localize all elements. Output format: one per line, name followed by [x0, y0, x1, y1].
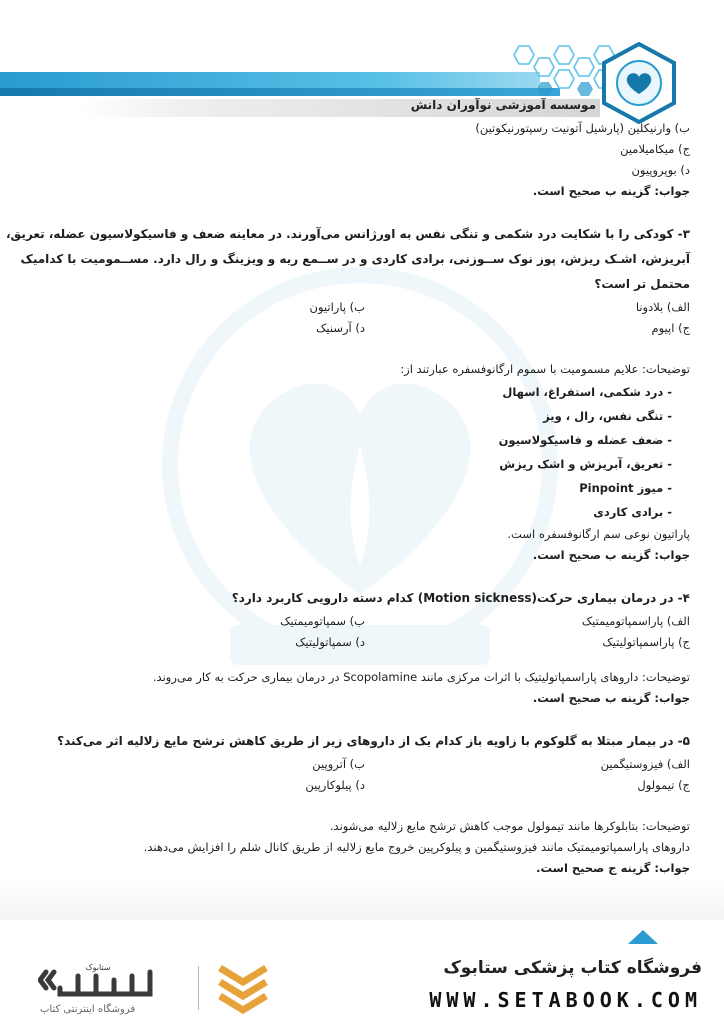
- question-3-line-2: آبریزش، اشـک ریزش، پوز نوک ســوزنی، برادی کاردی و در ســمع ریه و ویزینگ و رال دارد. مســمومیت با کدامیک: [20, 252, 690, 266]
- explanation: توضیحات: بتابلوکرها مانند تیمولول موجب کاهش ترشح مایع زلالیه می‌شوند.: [329, 819, 690, 833]
- option-d: د) آرسنیک: [316, 321, 365, 335]
- options-row: [40, 318, 690, 339]
- list-item: - میوز Pinpoint: [40, 476, 672, 500]
- list-item: - ضعف عضله و فاسیکولاسیون: [40, 428, 672, 452]
- answer: جواب: گزینه ب صحیح است.: [532, 548, 690, 562]
- setabook-chevron-icon: [214, 958, 272, 1014]
- answer: جواب: گزینه ب صحیح است.: [532, 691, 690, 705]
- options-row: [40, 632, 690, 653]
- option-b: ب) سمپاتومیمتیک: [280, 614, 365, 628]
- question-3-line-3: محتمل تر است؟: [594, 277, 690, 291]
- option-c: ج) پاراسمپاتولیتیک: [602, 635, 690, 649]
- answer: جواب: گزینه ج صحیح است.: [536, 861, 690, 875]
- option-c: ج) میکامیلامین: [620, 142, 690, 156]
- question-3-line-1: ۳- کودکی را با شکایت درد شکمی و تنگی نفس به اورژانس می‌آورند. در معاینه ضعف و فاسیکولاسیون عضله، تعریق،: [6, 227, 690, 241]
- institute-title: موسسه آموزشی نوآوران دانش: [410, 98, 596, 112]
- option-a: الف) بلادونا: [635, 300, 690, 314]
- store-name: فروشگاه کتاب پزشکی ستابوک: [443, 958, 702, 978]
- list-item: - تعریق، آبریزش و اشک ریزش: [40, 452, 672, 476]
- document-body: [6, 118, 690, 879]
- options-row: [40, 775, 690, 796]
- list-item: - درد شکمی، استفراغ، اسهال: [40, 380, 672, 404]
- options-row: [40, 611, 690, 632]
- option-b: ب) پاراتیون: [309, 300, 365, 314]
- note: پاراتیون نوعی سم ارگانوفسفره است.: [507, 527, 690, 541]
- option-b: ب) وارنیکلین (پارشیل آتونیت رسپتورنیکوتین): [475, 121, 690, 135]
- setabook-logo-word: ستابوک: [85, 963, 111, 972]
- option-c: ج) اپیوم: [651, 321, 690, 335]
- option-d: د) سمپاتولیتیک: [295, 635, 365, 649]
- question-5: ۵- در بیمار مبتلا به گلوکوم با زاویه باز کدام یک از داروهای زیر از طریق کاهش ترشح مایع زلالیه اثر می‌کند؟: [57, 734, 690, 748]
- explanation: داروهای پاراسمپاتومیمتیک مانند فیزوستیگمین و پیلوکرپین خروج مایع زلالیه از طریق کانال شلم را افزایش می‌دهند.: [143, 840, 690, 854]
- footer-divider: [198, 966, 199, 1010]
- options-row: [40, 754, 690, 775]
- options-row: [40, 297, 690, 318]
- option-b: ب) آتروپین: [312, 757, 365, 771]
- option-c: ج) تیمولول: [637, 778, 690, 792]
- option-a: الف) پاراسمپاتومیمتیک: [581, 614, 690, 628]
- list-item: - برادی کاردی: [40, 500, 672, 524]
- corner-triangle-icon: [628, 930, 658, 944]
- question-4: ۴- در درمان بیماری حرکت(Motion sickness) کدام دسته دارویی کاربرد دارد؟: [231, 591, 690, 605]
- explanation: توضیحات: علایم مسمومیت با سموم ارگانوفسفره عبارتند از:: [400, 362, 690, 376]
- option-a: الف) فیزوستیگمین: [600, 757, 690, 771]
- setabook-logo: [38, 958, 158, 1004]
- list-item: - تنگی نفس، رال ، ویز: [40, 404, 672, 428]
- answer: جواب: گزینه ب صحیح است.: [532, 184, 690, 198]
- symptom-list: [40, 380, 690, 524]
- institute-logo: [598, 42, 680, 124]
- setabook-subtitle: فروشگاه اینترنتی کتاب: [40, 1004, 136, 1015]
- explanation: توضیحات: داروهای پاراسمپاتولیتیک با اثرات مرکزی مانند Scopolamine در درمان بیماری حرکت به کار می‌روند.: [152, 670, 690, 684]
- header-band-dark: [0, 88, 560, 96]
- store-url[interactable]: WWW.SETABOOK.COM: [429, 988, 702, 1012]
- option-d: د) بوپروپیون: [631, 163, 690, 177]
- option-d: د) پیلوکارپین: [305, 778, 365, 792]
